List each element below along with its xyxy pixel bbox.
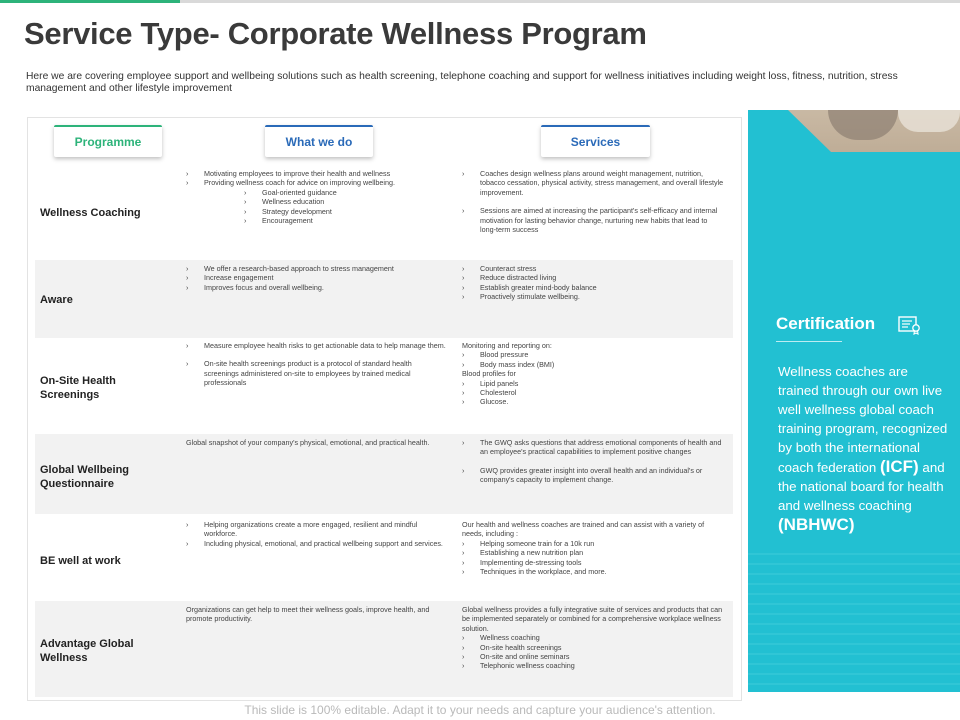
header-what-we-do: What we do xyxy=(265,125,373,157)
list-item-text: Coaches design wellness plans around weight management, nutrition, tobacco cessation, physical activity, stress management, and overall lifestyle improvement. xyxy=(480,169,724,197)
list-item xyxy=(186,188,446,197)
table-row xyxy=(35,514,733,600)
bullet-marker: › xyxy=(462,397,465,407)
list-item xyxy=(186,216,446,225)
intro-text: Here we are covering employee support and wellbeing solutions such as health screening, telephone coaching and support for wellness initiatives including weight loss, fitness, nutrition, stress management and other lifestyle improvement xyxy=(26,71,898,94)
certification-text-part: and the national board for health and wellness coaching xyxy=(778,460,945,513)
list-item xyxy=(462,397,724,406)
list-item-text: Sessions are aimed at increasing the participant's self-efficacy and internal motivation for lasting behavior change, nurturing new habits that lead to long-term success xyxy=(480,206,718,235)
list-item-text: Increase engagement xyxy=(204,273,274,283)
bullet-marker: › xyxy=(244,206,247,216)
bullet-marker: › xyxy=(186,273,189,283)
bullet-marker: › xyxy=(462,169,465,178)
list-item xyxy=(462,539,724,548)
what-we-do-cell xyxy=(186,438,446,447)
list-item xyxy=(462,360,724,369)
list-item xyxy=(462,633,724,642)
list-item xyxy=(462,369,724,378)
what-we-do-cell xyxy=(186,605,446,624)
list-item-text: Global wellness provides a fully integrative suite of services and products that can be implemented separately or combined for a comprehensive workplace wellness solution. xyxy=(462,605,723,633)
list-item xyxy=(186,359,446,387)
list-item xyxy=(186,169,446,178)
certification-text xyxy=(778,362,948,535)
list-item xyxy=(462,643,724,652)
list-item xyxy=(462,292,724,301)
bullet-marker: › xyxy=(462,661,465,671)
list-item xyxy=(462,388,724,397)
list-item-text: Helping someone train for a 10k run xyxy=(480,538,595,548)
list-item-text: Improves focus and overall wellbeing. xyxy=(204,282,324,292)
list-item xyxy=(462,652,724,661)
bullet-marker: › xyxy=(462,282,465,292)
list-item-text: Techniques in the workplace, and more. xyxy=(480,567,607,577)
table-row xyxy=(35,338,733,432)
list-item xyxy=(186,341,446,350)
programme-name: On-Site Health Screenings xyxy=(40,375,116,401)
list-item-text: Providing wellness coach for advice on improving wellbeing. xyxy=(204,178,395,188)
top-accent-bar xyxy=(0,0,180,3)
list-item xyxy=(186,178,446,187)
list-item-text: Including physical, emotional, and practical wellbeing support and services. xyxy=(204,538,443,548)
list-gap xyxy=(186,350,446,359)
list-item-text: Body mass index (BMI) xyxy=(480,359,555,369)
list-item xyxy=(186,197,446,206)
services-cell xyxy=(462,438,724,485)
list-item xyxy=(186,438,446,447)
list-item xyxy=(462,438,724,457)
page-title: Service Type- Corporate Wellness Program xyxy=(24,16,647,51)
list-item xyxy=(186,283,446,292)
bullet-marker: › xyxy=(186,341,189,350)
list-item-text: Wellness coaching xyxy=(480,633,540,643)
bullet-marker: › xyxy=(462,438,465,447)
bullet-marker: › xyxy=(462,567,465,577)
table-row xyxy=(35,162,733,258)
bullet-marker: › xyxy=(462,538,465,548)
header-programme: Programme xyxy=(54,125,162,157)
bullet-marker: › xyxy=(462,388,465,398)
bullet-marker: › xyxy=(186,520,189,529)
certificate-icon xyxy=(898,315,922,335)
list-item xyxy=(462,341,724,350)
list-item xyxy=(462,283,724,292)
list-item-text: We offer a research-based approach to stress management xyxy=(204,264,394,273)
header-services: Services xyxy=(541,125,650,157)
certification-text-part: Wellness coaches are trained through our own live well wellness global coach training program, recognized by both the international coach federation xyxy=(778,364,948,475)
list-item xyxy=(186,539,446,548)
list-item xyxy=(186,264,446,273)
list-item-text: Lipid panels xyxy=(480,378,519,388)
list-item-text: Strategy development xyxy=(262,206,332,216)
what-we-do-cell xyxy=(186,341,446,388)
bullet-marker: › xyxy=(462,264,465,273)
programme-name: BE well at work xyxy=(40,555,121,567)
what-we-do-cell xyxy=(186,169,446,225)
list-item-text: On-site health screenings product is a protocol of standard health screenings administered on-site to employees by trained medical professionals xyxy=(204,359,412,388)
icf-highlight: (ICF) xyxy=(880,457,919,476)
list-item-text: Global snapshot of your company's physical, emotional, and practical health. xyxy=(186,438,430,447)
bullet-marker: › xyxy=(462,273,465,283)
list-item xyxy=(462,169,724,197)
list-item-text: Organizations can get help to meet their wellness goals, improve health, and promote productivity. xyxy=(186,605,430,624)
list-item-text: Cholesterol xyxy=(480,388,517,398)
bullet-marker: › xyxy=(462,633,465,643)
list-item xyxy=(462,273,724,282)
list-item-text: Telephonic wellness coaching xyxy=(480,661,575,671)
list-item-text: Our health and wellness coaches are trained and can assist with a variety of needs, including : xyxy=(462,520,705,539)
certification-divider xyxy=(776,341,842,342)
bullet-marker: › xyxy=(462,292,465,302)
list-item-text: Blood profiles for xyxy=(462,369,516,379)
list-item xyxy=(462,466,724,485)
list-item-text: Counteract stress xyxy=(480,264,537,273)
panel-stripes xyxy=(748,548,960,692)
bullet-marker: › xyxy=(186,538,189,548)
list-item xyxy=(462,661,724,670)
list-item-text: Helping organizations create a more engaged, resilient and mindful workforce. xyxy=(204,520,418,539)
bullet-marker: › xyxy=(244,216,247,226)
list-item xyxy=(462,520,724,539)
top-divider-bar xyxy=(180,0,960,3)
bullet-marker: › xyxy=(462,465,465,475)
list-item-text: Goal-oriented guidance xyxy=(262,187,337,197)
services-cell xyxy=(462,264,724,302)
nbhwc-highlight: (NBHWC) xyxy=(778,515,855,534)
list-item xyxy=(186,605,446,624)
bullet-marker: › xyxy=(186,169,189,178)
list-item-text: Blood pressure xyxy=(480,350,529,360)
footer-note: This slide is 100% editable. Adapt it to your needs and capture your audience's attention. xyxy=(244,703,716,717)
list-item xyxy=(462,379,724,388)
programme-name: Wellness Coaching xyxy=(40,207,141,219)
list-item-text: Measure employee health risks to get actionable data to help manage them. xyxy=(204,341,446,350)
list-item-text: Glucose. xyxy=(480,397,509,407)
list-item-text: Encouragement xyxy=(262,216,313,226)
services-cell xyxy=(462,341,724,407)
list-item xyxy=(462,206,724,234)
certification-heading: Certification xyxy=(776,314,876,333)
bullet-marker: › xyxy=(462,350,465,360)
table-row xyxy=(35,260,733,338)
services-cell xyxy=(462,605,724,671)
list-item-text: Establishing a new nutrition plan xyxy=(480,548,584,558)
list-item xyxy=(462,558,724,567)
list-item-text: Proactively stimulate wellbeing. xyxy=(480,292,580,302)
table-row xyxy=(35,601,733,697)
list-gap xyxy=(462,197,724,206)
services-cell xyxy=(462,169,724,234)
bullet-marker: › xyxy=(186,359,189,369)
bullet-marker: › xyxy=(462,652,465,662)
list-gap xyxy=(462,457,724,466)
bullet-marker: › xyxy=(462,359,465,369)
list-item xyxy=(462,264,724,273)
list-item xyxy=(462,350,724,359)
bullet-marker: › xyxy=(244,197,247,207)
what-we-do-cell xyxy=(186,264,446,292)
table-row xyxy=(35,434,733,514)
bullet-marker: › xyxy=(462,378,465,388)
list-item-text: The GWQ asks questions that address emotional components of health and an employee's practical capabilities to implement positive changes xyxy=(480,438,722,457)
list-item-text: On-site health screenings xyxy=(480,642,562,652)
programme-name: Advantage Global Wellness xyxy=(40,638,134,664)
bullet-marker: › xyxy=(462,548,465,558)
list-item xyxy=(462,548,724,557)
list-item-text: Reduce distracted living xyxy=(480,273,557,283)
list-item-text: GWQ provides greater insight into overall health and an individual's or company's capacity to implement change. xyxy=(480,465,703,485)
list-item-text: Wellness education xyxy=(262,197,325,207)
bullet-marker: › xyxy=(244,187,247,197)
programme-name: Global Wellbeing Questionnaire xyxy=(40,464,130,490)
list-item xyxy=(186,520,446,539)
list-item xyxy=(186,273,446,282)
list-item-text: Implementing de-stressing tools xyxy=(480,557,582,567)
bullet-marker: › xyxy=(462,206,465,216)
programme-name: Aware xyxy=(40,294,73,306)
list-item-text: Motivating employees to improve their health and wellness xyxy=(204,169,391,178)
list-item xyxy=(462,567,724,576)
bullet-marker: › xyxy=(186,264,189,273)
bullet-marker: › xyxy=(186,282,189,292)
list-item-text: Monitoring and reporting on: xyxy=(462,341,552,350)
list-item-text: On-site and online seminars xyxy=(480,652,570,662)
what-we-do-cell xyxy=(186,520,446,548)
list-item xyxy=(462,605,724,633)
bullet-marker: › xyxy=(462,642,465,652)
list-item xyxy=(186,207,446,216)
list-item-text: Establish greater mind-body balance xyxy=(480,282,597,292)
bullet-marker: › xyxy=(462,557,465,567)
bullet-marker: › xyxy=(186,178,189,188)
services-cell xyxy=(462,520,724,576)
